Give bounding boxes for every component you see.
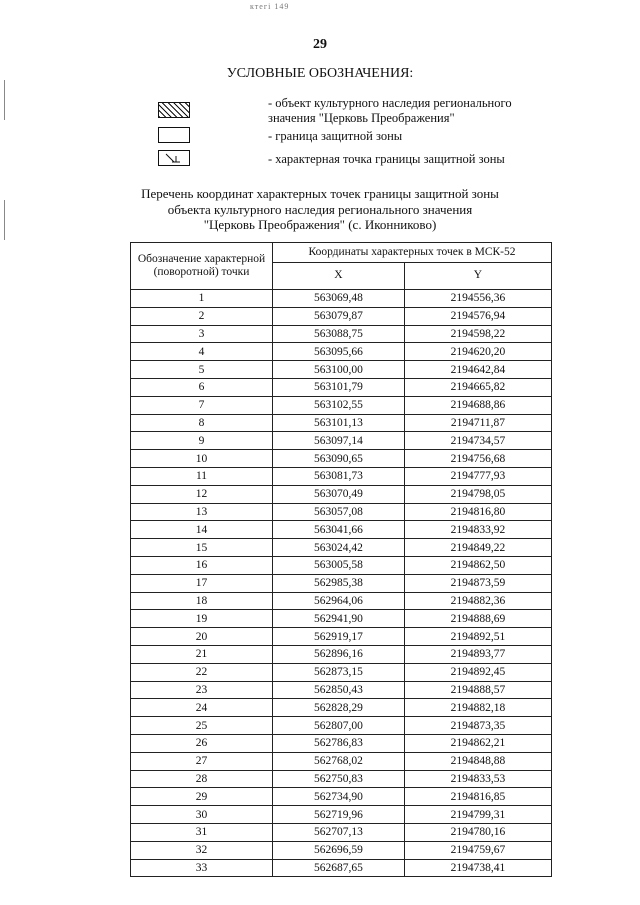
- x-coordinate-cell: 562768,02: [273, 752, 405, 770]
- x-coordinate-cell: 563057,08: [273, 503, 405, 521]
- scan-mark: ктегі 149: [250, 2, 290, 11]
- point-number-cell: 13: [131, 503, 273, 521]
- y-coordinate-cell: 2194849,22: [404, 539, 551, 557]
- y-coordinate-cell: 2194576,94: [404, 307, 551, 325]
- table-caption: [0, 186, 640, 233]
- x-coordinate-cell: 562786,83: [273, 734, 405, 752]
- x-coordinate-cell: 562919,17: [273, 628, 405, 646]
- point-number-cell: 26: [131, 734, 273, 752]
- y-coordinate-cell: 2194642,84: [404, 361, 551, 379]
- y-coordinate-cell: 2194833,92: [404, 521, 551, 539]
- y-coordinate-cell: 2194759,67: [404, 841, 551, 859]
- y-coordinate-cell: 2194882,18: [404, 699, 551, 717]
- y-coordinate-cell: 2194780,16: [404, 823, 551, 841]
- table-row: [131, 859, 552, 877]
- point-number-cell: 3: [131, 325, 273, 343]
- table-row: [131, 539, 552, 557]
- y-coordinate-cell: 2194816,85: [404, 788, 551, 806]
- point-number-cell: 2: [131, 307, 273, 325]
- x-coordinate-cell: 563088,75: [273, 325, 405, 343]
- table-row: [131, 485, 552, 503]
- boundary-line-icon: [158, 127, 190, 143]
- point-number-cell: 7: [131, 396, 273, 414]
- y-coordinate-cell: 2194688,86: [404, 396, 551, 414]
- y-coordinate-cell: 2194848,88: [404, 752, 551, 770]
- x-coordinate-cell: 562873,15: [273, 663, 405, 681]
- column-header-point: Обозначение характерной (поворотной) точки: [131, 243, 273, 290]
- y-coordinate-cell: 2194833,53: [404, 770, 551, 788]
- point-number-cell: 23: [131, 681, 273, 699]
- y-coordinate-cell: 2194873,59: [404, 574, 551, 592]
- point-number-cell: 11: [131, 467, 273, 485]
- x-coordinate-cell: 562850,43: [273, 681, 405, 699]
- point-number-cell: 29: [131, 788, 273, 806]
- y-coordinate-cell: 2194665,82: [404, 378, 551, 396]
- x-coordinate-cell: 563097,14: [273, 432, 405, 450]
- y-coordinate-cell: 2194862,50: [404, 556, 551, 574]
- x-coordinate-cell: 562719,96: [273, 806, 405, 824]
- x-coordinate-cell: 562707,13: [273, 823, 405, 841]
- point-number-cell: 22: [131, 663, 273, 681]
- point-number-cell: 19: [131, 610, 273, 628]
- x-coordinate-cell: 563070,49: [273, 485, 405, 503]
- x-coordinate-cell: 562828,29: [273, 699, 405, 717]
- caption-line: Перечень координат характерных точек границы защитной зоны: [141, 186, 499, 201]
- table-row: [131, 343, 552, 361]
- table-row: [131, 752, 552, 770]
- table-row: [131, 378, 552, 396]
- y-coordinate-cell: 2194873,35: [404, 717, 551, 735]
- x-coordinate-cell: 563079,87: [273, 307, 405, 325]
- table-row: [131, 681, 552, 699]
- legend-item-boundary: - граница защитной зоны: [268, 129, 403, 143]
- column-header-x: X: [273, 263, 405, 290]
- table-row: [131, 699, 552, 717]
- point-number-cell: 1: [131, 290, 273, 308]
- point-number-cell: 32: [131, 841, 273, 859]
- table-row: [131, 734, 552, 752]
- coordinates-table: [130, 242, 552, 877]
- y-coordinate-cell: 2194888,69: [404, 610, 551, 628]
- table-row: [131, 841, 552, 859]
- x-coordinate-cell: 563081,73: [273, 467, 405, 485]
- table-row: [131, 467, 552, 485]
- caption-line: "Церковь Преображения" (с. Иконниково): [203, 217, 437, 232]
- table-row: [131, 361, 552, 379]
- table-row: [131, 823, 552, 841]
- point-number-cell: 10: [131, 450, 273, 468]
- point-number-cell: 14: [131, 521, 273, 539]
- y-coordinate-cell: 2194734,57: [404, 432, 551, 450]
- point-number-cell: 27: [131, 752, 273, 770]
- point-number-cell: 8: [131, 414, 273, 432]
- table-row: [131, 432, 552, 450]
- point-number-cell: 24: [131, 699, 273, 717]
- x-coordinate-cell: 563101,13: [273, 414, 405, 432]
- x-coordinate-cell: 562687,65: [273, 859, 405, 877]
- table-row: [131, 628, 552, 646]
- x-coordinate-cell: 563041,66: [273, 521, 405, 539]
- x-coordinate-cell: 562941,90: [273, 610, 405, 628]
- table-row: [131, 503, 552, 521]
- point-number-cell: 25: [131, 717, 273, 735]
- y-coordinate-cell: 2194888,57: [404, 681, 551, 699]
- table-row: [131, 770, 552, 788]
- point-number-cell: 30: [131, 806, 273, 824]
- point-number-cell: 28: [131, 770, 273, 788]
- table-row: [131, 450, 552, 468]
- y-coordinate-cell: 2194777,93: [404, 467, 551, 485]
- legend-item-object: - объект культурного наследия регионального значения "Церковь Преображения": [268, 96, 512, 125]
- table-row: [131, 610, 552, 628]
- x-coordinate-cell: 563100,00: [273, 361, 405, 379]
- y-coordinate-cell: 2194799,31: [404, 806, 551, 824]
- x-coordinate-cell: 563101,79: [273, 378, 405, 396]
- table-row: [131, 521, 552, 539]
- point-number-cell: 12: [131, 485, 273, 503]
- point-number-cell: 31: [131, 823, 273, 841]
- x-coordinate-cell: 562807,00: [273, 717, 405, 735]
- point-number-cell: 6: [131, 378, 273, 396]
- point-number-cell: 16: [131, 556, 273, 574]
- x-coordinate-cell: 563090,65: [273, 450, 405, 468]
- y-coordinate-cell: 2194893,77: [404, 645, 551, 663]
- y-coordinate-cell: 2194816,80: [404, 503, 551, 521]
- y-coordinate-cell: 2194598,22: [404, 325, 551, 343]
- table-row: [131, 574, 552, 592]
- table-row: [131, 717, 552, 735]
- table-row: [131, 806, 552, 824]
- x-coordinate-cell: 563005,58: [273, 556, 405, 574]
- table-row: [131, 396, 552, 414]
- y-coordinate-cell: 2194556,36: [404, 290, 551, 308]
- x-coordinate-cell: 562750,83: [273, 770, 405, 788]
- y-coordinate-cell: 2194882,36: [404, 592, 551, 610]
- table-row: [131, 788, 552, 806]
- y-coordinate-cell: 2194892,45: [404, 663, 551, 681]
- x-coordinate-cell: 563095,66: [273, 343, 405, 361]
- point-number-cell: 18: [131, 592, 273, 610]
- boundary-point-icon: [158, 150, 190, 166]
- x-coordinate-cell: 562734,90: [273, 788, 405, 806]
- legend-title: УСЛОВНЫЕ ОБОЗНАЧЕНИЯ:: [226, 66, 414, 81]
- table-row: [131, 290, 552, 308]
- y-coordinate-cell: 2194620,20: [404, 343, 551, 361]
- caption-line: объекта культурного наследия регионального значения: [167, 201, 473, 217]
- table-row: [131, 592, 552, 610]
- point-number-cell: 4: [131, 343, 273, 361]
- scan-edge-mark: [4, 80, 5, 120]
- x-coordinate-cell: 563024,42: [273, 539, 405, 557]
- y-coordinate-cell: 2194756,68: [404, 450, 551, 468]
- x-coordinate-cell: 562985,38: [273, 574, 405, 592]
- table-row: [131, 325, 552, 343]
- table-row: [131, 307, 552, 325]
- point-number-cell: 9: [131, 432, 273, 450]
- legend-item-point: - характерная точка границы защитной зоны: [268, 152, 505, 166]
- column-header-y: Y: [404, 263, 551, 290]
- table-row: [131, 645, 552, 663]
- x-coordinate-cell: 562696,59: [273, 841, 405, 859]
- x-coordinate-cell: 562964,06: [273, 592, 405, 610]
- x-coordinate-cell: 562896,16: [273, 645, 405, 663]
- column-header-coordinates: Координаты характерных точек в МСК-52: [273, 243, 552, 263]
- point-number-cell: 20: [131, 628, 273, 646]
- y-coordinate-cell: 2194711,87: [404, 414, 551, 432]
- table-row: [131, 556, 552, 574]
- table-row: [131, 663, 552, 681]
- y-coordinate-cell: 2194798,05: [404, 485, 551, 503]
- y-coordinate-cell: 2194738,41: [404, 859, 551, 877]
- point-number-cell: 15: [131, 539, 273, 557]
- table-row: [131, 414, 552, 432]
- table-body: [131, 290, 552, 877]
- point-number-cell: 17: [131, 574, 273, 592]
- y-coordinate-cell: 2194862,21: [404, 734, 551, 752]
- point-number-cell: 5: [131, 361, 273, 379]
- page-number: 29: [313, 37, 327, 52]
- hatched-object-icon: [158, 102, 190, 118]
- x-coordinate-cell: 563102,55: [273, 396, 405, 414]
- point-number-cell: 21: [131, 645, 273, 663]
- point-number-cell: 33: [131, 859, 273, 877]
- x-coordinate-cell: 563069,48: [273, 290, 405, 308]
- y-coordinate-cell: 2194892,51: [404, 628, 551, 646]
